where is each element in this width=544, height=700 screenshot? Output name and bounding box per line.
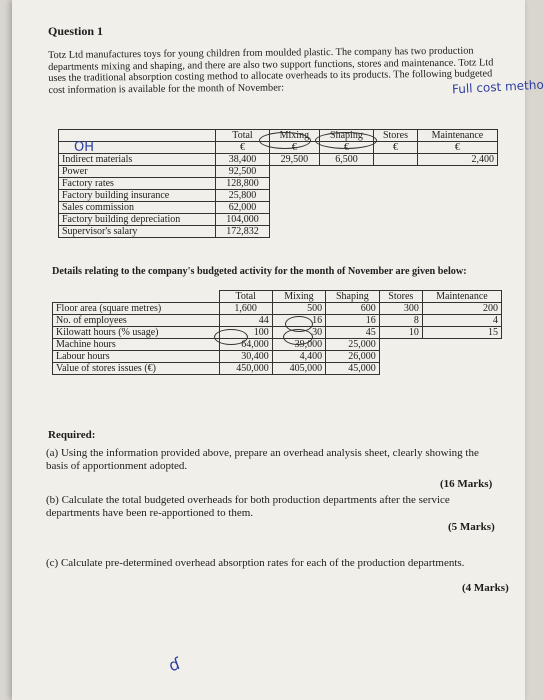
cell-stores: 300 [379, 303, 422, 315]
cell-mixing: 30 [272, 327, 325, 339]
activity-header-total: Total [219, 291, 272, 303]
cost-header-maintenance: Maintenance [417, 130, 497, 142]
cell-total: 44 [219, 315, 272, 327]
cell-shaping: 25,000 [326, 339, 380, 351]
cell-total: 62,000 [216, 202, 270, 214]
activity-header-shaping: Shaping [326, 291, 380, 303]
activity-table-header [53, 291, 502, 303]
question-a: (a) Using the information provided above, prepare an overhead analysis sheet, clearly showing the basis of apportionment adopted. [46, 447, 479, 472]
currency-cell: € [319, 142, 373, 154]
cell-maintenance: 200 [422, 303, 501, 315]
handwritten-note: Full cost metho [451, 77, 544, 97]
empty-cells [269, 190, 497, 202]
empty-cells [379, 351, 501, 363]
cell-mixing: 4,400 [272, 351, 325, 363]
row-label: Value of stores issues (€) [53, 363, 220, 375]
empty-cells [269, 226, 497, 238]
activity-header-maintenance: Maintenance [422, 291, 501, 303]
question-c: (c) Calculate pre-determined overhead absorption rates for each of the production departments. [46, 557, 465, 569]
table-row [59, 190, 498, 202]
table-row [59, 166, 498, 178]
table-row [59, 226, 498, 238]
cost-header-mixing: Mixing [269, 130, 319, 142]
cell-stores: 10 [379, 327, 422, 339]
cell-total: 30,400 [219, 351, 272, 363]
table-row [59, 214, 498, 226]
handwritten-oh: OH [74, 140, 95, 155]
row-label: Sales commission [59, 202, 216, 214]
row-label: Machine hours [53, 339, 220, 351]
cell-total: 64,000 [219, 339, 272, 351]
table-row [53, 351, 502, 363]
activity-header-blank [53, 291, 220, 303]
cell-shaping: 600 [326, 303, 380, 315]
activity-header-mixing: Mixing [272, 291, 325, 303]
cell-total: 128,800 [216, 178, 270, 190]
cell-shaping: 26,000 [326, 351, 380, 363]
cell-total: 450,000 [219, 363, 272, 375]
cell-total: 38,400 [216, 154, 270, 166]
row-label: Floor area (square metres) [53, 303, 220, 315]
question-sheet [12, 0, 544, 700]
table-row [53, 303, 502, 315]
question-c-marks: (4 Marks) [462, 582, 509, 594]
table-row [59, 178, 498, 190]
row-label: Factory rates [59, 178, 216, 190]
cell-mixing: 500 [272, 303, 325, 315]
table-row [53, 315, 502, 327]
cell-total: 92,500 [216, 166, 270, 178]
cell-maintenance: 2,400 [417, 154, 497, 166]
table-row [53, 339, 502, 351]
question-b: (b) Calculate the total budgeted overheads for both production departments after the service departments have been re-apportioned to them. [46, 494, 450, 519]
cell-mixing: 29,500 [269, 154, 319, 166]
employees-mixing-circle [285, 316, 313, 332]
cell-maintenance: 15 [422, 327, 501, 339]
intro-text: Totz Ltd manufactures toys for young children from moulded plastic. The company has two production departments mixing and shaping, and there are also two support functions, stores and maintenance. Totz Ltd uses the traditional absorption costing method to allocate overheads to its products. The following budgeted cost information is available for the month of November: [48, 45, 494, 96]
table-row [53, 327, 502, 339]
currency-cell: € [374, 142, 418, 154]
row-label: Factory building depreciation [59, 214, 216, 226]
row-label: Factory building insurance [59, 190, 216, 202]
activity-header-stores: Stores [379, 291, 422, 303]
cell-total: 172,832 [216, 226, 270, 238]
cell-stores [374, 154, 418, 166]
cell-mixing: 39,000 [272, 339, 325, 351]
cell-total: 25,800 [216, 190, 270, 202]
cell-shaping: 16 [326, 315, 380, 327]
cost-header-total: Total [216, 130, 270, 142]
kwh-total-circle [214, 329, 248, 345]
cell-shaping: 45 [326, 327, 380, 339]
empty-cells [269, 178, 497, 190]
cell-mixing: 16 [272, 315, 325, 327]
cell-total: 1,600 [219, 303, 272, 315]
table-row [59, 154, 498, 166]
cell-stores: 8 [379, 315, 422, 327]
row-label: Supervisor's salary [59, 226, 216, 238]
required-label: Required: [48, 429, 96, 441]
shaping-circle [315, 132, 377, 149]
row-label: Indirect materials [59, 154, 216, 166]
row-label: Power [59, 166, 216, 178]
cell-shaping: 6,500 [319, 154, 373, 166]
activity-table [52, 290, 502, 375]
row-label: Labour hours [53, 351, 220, 363]
question-title: Question 1 [48, 24, 104, 38]
handwritten-stroke: ɗ [166, 653, 184, 676]
currency-cell: € [216, 142, 270, 154]
cost-header-stores: Stores [374, 130, 418, 142]
empty-cells [269, 202, 497, 214]
empty-cells [379, 363, 501, 375]
empty-cells [269, 214, 497, 226]
empty-cells [269, 166, 497, 178]
cell-total: 104,000 [216, 214, 270, 226]
row-label: Kilowatt hours (% usage) [53, 327, 220, 339]
cell-shaping: 45,000 [326, 363, 380, 375]
table-row [53, 363, 502, 375]
details-heading: Details relating to the company's budgeted activity for the month of November are given below: [52, 266, 467, 277]
question-b-marks: (5 Marks) [448, 521, 495, 533]
mixing-circle [259, 132, 311, 149]
cost-header-shaping: Shaping [319, 130, 373, 142]
cell-total: 100 [219, 327, 272, 339]
cell-mixing: 405,000 [272, 363, 325, 375]
question-a-marks: (16 Marks) [440, 478, 493, 490]
cell-maintenance: 4 [422, 315, 501, 327]
empty-cells [379, 339, 501, 351]
row-label: No. of employees [53, 315, 220, 327]
currency-cell: € [417, 142, 497, 154]
table-row [59, 202, 498, 214]
currency-cell: € [269, 142, 319, 154]
